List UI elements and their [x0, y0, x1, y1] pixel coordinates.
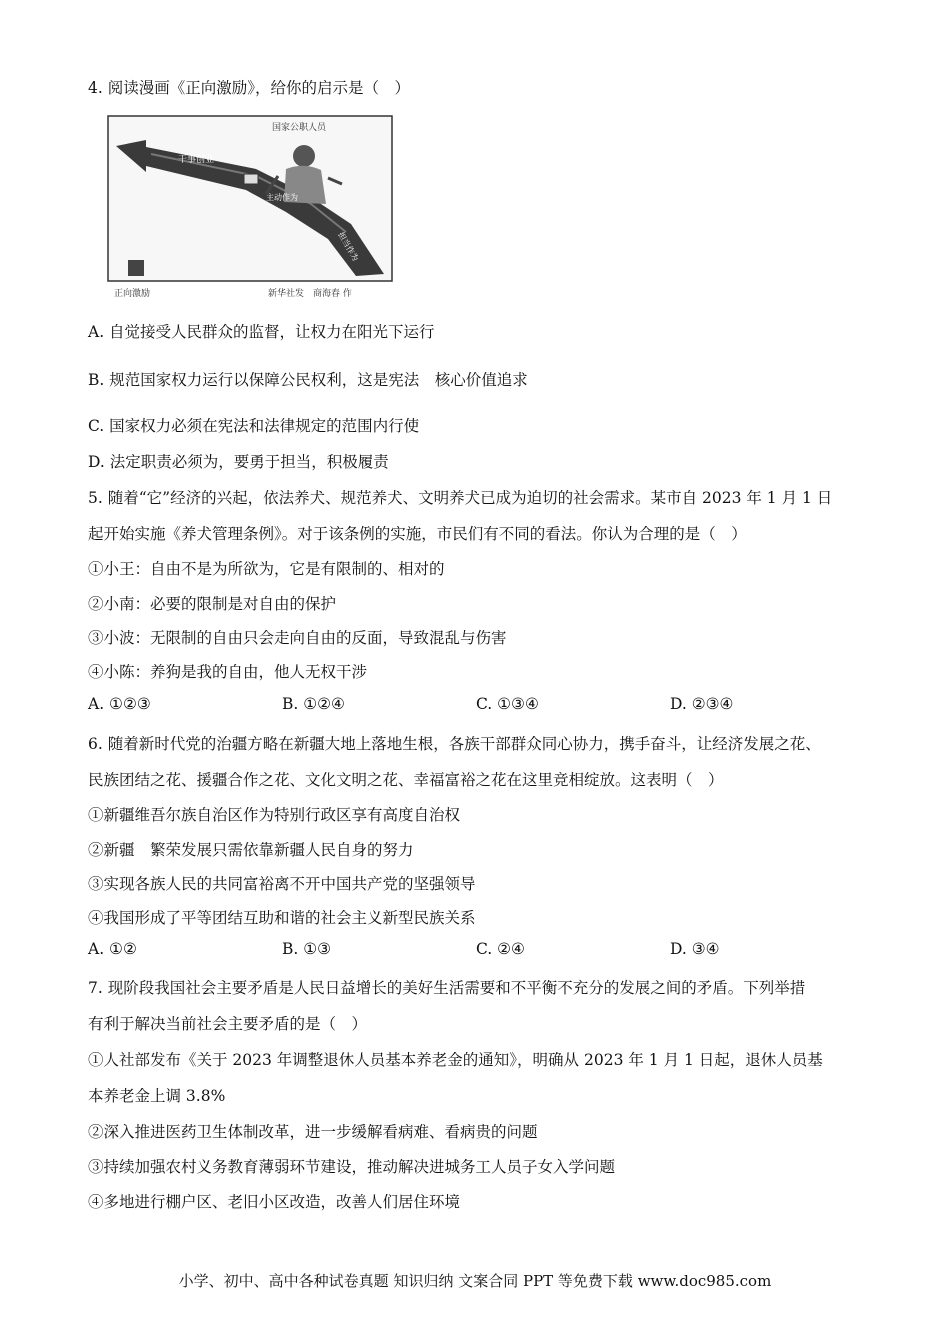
q6-item-4: ④我国形成了平等团结互助和谐的社会主义新型民族关系 — [88, 909, 476, 927]
q6-item-2: ②新疆 繁荣发展只需依靠新疆人民自身的努力 — [88, 841, 414, 859]
cartoon-arrow-text-1: 干事创业 — [178, 155, 215, 165]
q7-item-1-line2: 本养老金上调 3.8% — [88, 1087, 226, 1105]
cartoon-caption-right: 新华社发 商海春 作 — [268, 289, 352, 299]
q7-item-2: ②深入推进医药卫生体制改革，进一步缓解看病难、看病贵的问题 — [88, 1123, 538, 1141]
q5-item-1: ①小王：自由不是为所欲为，它是有限制的、相对的 — [88, 560, 445, 578]
q5-stem-line2: 起开始实施《养犬管理条例》。对于该条例的实施，市民们有不同的看法。你认为合理的是（ ） — [88, 525, 747, 543]
q5-option-d: D. ②③④ — [670, 695, 734, 713]
q6-item-3: ③实现各族人民的共同富裕离不开中国共产党的坚强领导 — [88, 875, 476, 893]
page-footer: 小学、初中、高中各种试卷真题 知识归纳 文案合同 PPT 等免费下载 www.doc985.com — [178, 1272, 772, 1290]
q5-item-4: ④小陈：养狗是我的自由，他人无权干涉 — [88, 663, 368, 681]
q7-item-1-line1: ①人社部发布《关于 2023 年调整退休人员基本养老金的通知》，明确从 2023 年 1 月 1 日起，退休人员基 — [88, 1051, 823, 1069]
q4-stem: 4. 阅读漫画《正向激励》，给你的启示是（ ） — [88, 79, 410, 97]
q5-option-a: A. ①②③ — [88, 695, 151, 713]
cartoon-image — [106, 114, 394, 304]
q5-stem-line1: 5. 随着“它”经济的兴起，依法养犬、规范养犬、文明养犬已成为迫切的社会需求。某市自 2023 年 1 月 1 日 — [88, 489, 833, 507]
cartoon-arrow-text-3: 担当作为 — [336, 230, 361, 263]
q5-item-2: ②小南：必要的限制是对自由的保护 — [88, 595, 337, 613]
cartoon-caption-left: 正向激励 — [114, 289, 151, 299]
q5-item-3: ③小波：无限制的自由只会走向自由的反面，导致混乱与伤害 — [88, 629, 507, 647]
q4-option-c: C. 国家权力必须在宪法和法律规定的范围内行使 — [88, 417, 420, 435]
q4-option-a: A. 自觉接受人民群众的监督，让权力在阳光下运行 — [88, 323, 435, 341]
cartoon-arrow-text-2: 主动作为 — [266, 193, 298, 202]
q7-item-4: ④多地进行棚户区、老旧小区改造，改善人们居住环境 — [88, 1193, 461, 1211]
q7-item-3: ③持续加强农村义务教育薄弱环节建设，推动解决进城务工人员子女入学问题 — [88, 1158, 616, 1176]
q6-option-c: C. ②④ — [476, 940, 525, 958]
q4-option-b: B. 规范国家权力运行以保障公民权利，这是宪法 核心价值追求 — [88, 371, 528, 389]
q6-option-d: D. ③④ — [670, 940, 720, 958]
q6-option-b: B. ①③ — [282, 940, 332, 958]
q5-option-c: C. ①③④ — [476, 695, 539, 713]
q6-option-a: A. ①② — [88, 940, 137, 958]
q4-option-d: D. 法定职责必须为，要勇于担当，积极履责 — [88, 453, 389, 471]
q7-stem-line1: 7. 现阶段我国社会主要矛盾是人民日益增长的美好生活需要和不平衡不充分的发展之间的矛盾。下列举措 — [88, 979, 806, 997]
q5-option-b: B. ①②④ — [282, 695, 345, 713]
q6-stem-line2: 民族团结之花、援疆合作之花、文化文明之花、幸福富裕之花在这里竞相绽放。这表明（ ） — [88, 771, 724, 789]
q6-item-1: ①新疆维吾尔族自治区作为特别行政区享有高度自治权 — [88, 806, 461, 824]
cartoon-top-label: 国家公职人员 — [272, 123, 327, 133]
q7-stem-line2: 有利于解决当前社会主要矛盾的是（ ） — [88, 1015, 368, 1033]
q6-stem-line1: 6. 随着新时代党的治疆方略在新疆大地上落地生根，各族干部群众同心协力，携手奋斗，让经济发展之花、 — [88, 735, 821, 753]
